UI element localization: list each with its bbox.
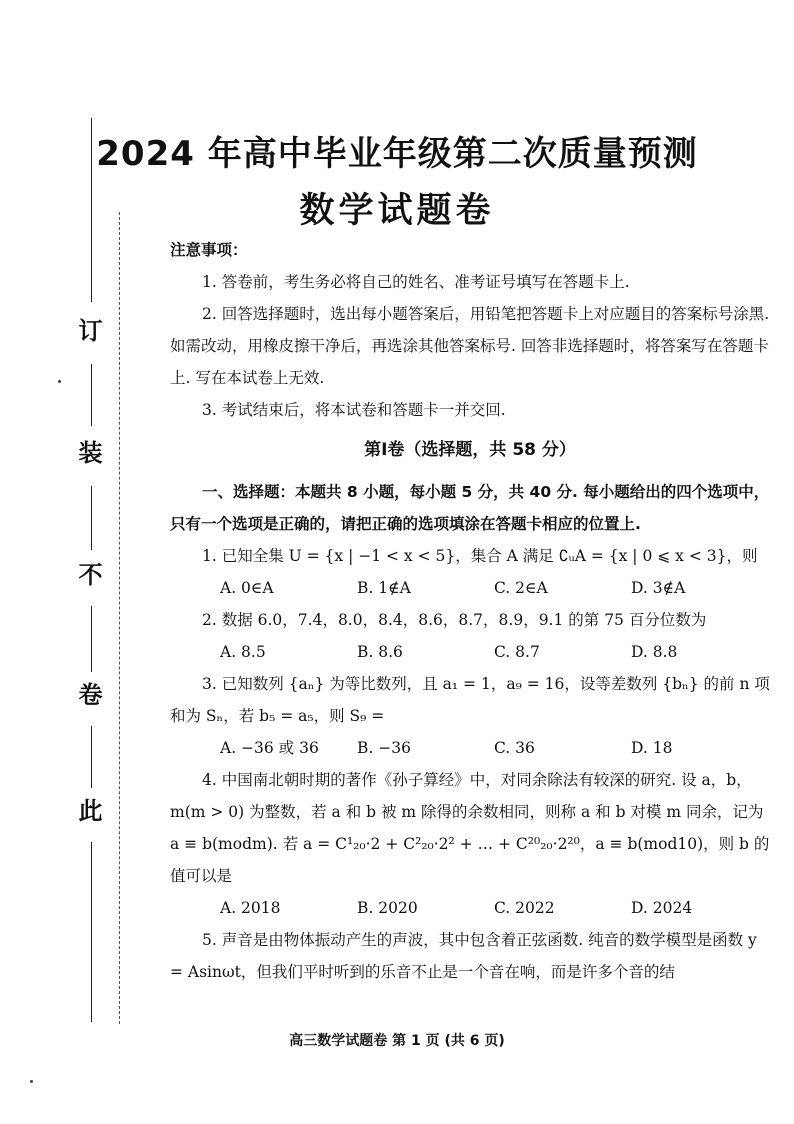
- option: A. 8.5: [220, 643, 266, 661]
- option: C. 2022: [494, 899, 555, 917]
- note-item: 2. 回答选择题时，选出每小题答案后，用铅笔把答题卡上对应题目的答案标号涂黑. 如需改动，用橡皮擦干净后，再选涂其他答案标号. 回答非选择题时，将答案写在答题卡上. 写在本试卷上无效.: [170, 305, 770, 387]
- exam-body: [170, 234, 770, 988]
- binding-dotted-line: [119, 212, 120, 1024]
- option: C. 2∈A: [494, 579, 548, 597]
- option: B. 2020: [357, 899, 418, 917]
- page-footer: 高三数学试题卷 第 1 页 (共 6 页): [289, 1033, 505, 1049]
- option: D. 8.8: [631, 643, 678, 661]
- option: B. 8.6: [357, 643, 403, 661]
- option: D. 18: [631, 739, 673, 757]
- binding-line: [91, 726, 92, 788]
- question-stem: 2. 数据 6.0，7.4，8.0，8.4，8.6，8.7，8.9，9.1 的第 75 百分位数为: [202, 611, 707, 629]
- option: A. 2018: [220, 899, 281, 917]
- scan-speck: [58, 380, 61, 383]
- binding-line: [91, 486, 92, 550]
- question-stem: 5. 声音是由物体振动产生的声波，其中包含着正弦函数. 纯音的数学模型是函数 y = Asinωt，但我们平时听到的乐音不止是一个音在响，而是许多个音的结: [170, 931, 757, 981]
- binding-char: 订: [74, 318, 102, 342]
- option: A. 0∈A: [220, 579, 274, 597]
- option: D. 3∉A: [631, 579, 686, 597]
- section-title: 第Ⅰ卷（选择题，共 58 分）: [364, 440, 576, 460]
- section-intro: 一、选择题：本题共 8 小题，每小题 5 分，共 40 分. 每小题给出的四个选项中，只有一个选项是正确的，请把正确的选项填涂在答题卡相应的位置上.: [170, 483, 770, 533]
- notes-heading: 注意事项：: [170, 241, 248, 259]
- option: C. 8.7: [494, 643, 540, 661]
- scan-speck: [30, 1080, 33, 1083]
- binding-line: [91, 364, 92, 426]
- option-row: [170, 892, 770, 924]
- binding-char: 不: [74, 562, 102, 586]
- binding-char: 卷: [74, 682, 102, 706]
- question-stem: 3. 已知数列 {aₙ} 为等比数列，且 a₁ = 1，a₉ = 16，设等差数列 {bₙ} 的前 n 项和为 Sₙ，若 b₅ = a₅，则 S₉ =: [170, 675, 770, 725]
- option: C. 36: [494, 739, 535, 757]
- exam-title: 2024 年高中毕业年级第二次质量预测: [96, 134, 698, 174]
- binding-line: [91, 842, 92, 1022]
- binding-char: 装: [74, 440, 102, 464]
- option-row: [170, 572, 770, 604]
- question-stem: 1. 已知全集 U = {x | −1 < x < 5}，集合 A 满足 ∁ᵤA = {x | 0 ⩽ x < 3}，则: [202, 547, 758, 565]
- note-item: 1. 答卷前，考生务必将自己的姓名、准考证号填写在答题卡上.: [202, 273, 630, 291]
- option: A. −36 或 36: [220, 739, 319, 757]
- exam-subtitle: 数学试题卷: [299, 191, 495, 231]
- option-row: [170, 732, 770, 764]
- option: D. 2024: [631, 899, 693, 917]
- option: B. 1∉A: [357, 579, 411, 597]
- binding-line: [91, 606, 92, 672]
- binding-char: 此: [74, 798, 102, 822]
- option: B. −36: [357, 739, 411, 757]
- option-row: [170, 636, 770, 668]
- question-stem: 4. 中国南北朝时期的著作《孙子算经》中，对同余除法有较深的研究. 设 a，b，m(m > 0) 为整数，若 a 和 b 被 m 除得的余数相同，则称 a 和 b 对模 m 同余，记为 a ≡ b(modm). 若 a = C¹₂₀·2 + C²₂₀·2² + … + C²⁰₂₀·2²⁰，a ≡ b(mod10)，则 b 的值可以是: [170, 771, 770, 885]
- note-item: 3. 考试结束后，将本试卷和答题卡一并交回.: [202, 401, 506, 419]
